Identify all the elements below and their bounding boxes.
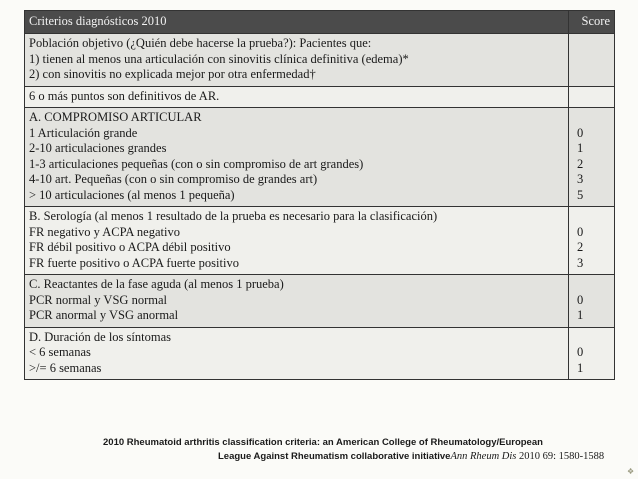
table-header-row (25, 11, 615, 34)
criteria-line: < 6 semanas (29, 345, 91, 359)
citation-text: League Against Rheumatism collaborative initiative (218, 451, 451, 462)
criteria-line: B. Serología (al menos 1 resultado de la prueba es necesario para la clasificación) (29, 209, 438, 223)
criteria-line: > 10 articulaciones (al menos 1 pequeña) (29, 187, 235, 202)
criteria-line: 2) con sinovitis no explicada mejor por otra enfermedad† (29, 67, 316, 81)
criteria-cell (25, 327, 569, 380)
criteria-line: PCR anormal y VSG anormal (29, 308, 179, 322)
score-value: 0 (577, 224, 584, 239)
score-value: 1 (577, 141, 584, 155)
score-value: 1 (577, 360, 584, 375)
criteria-line: >/= 6 semanas (29, 360, 102, 375)
score-cell (569, 275, 615, 328)
criteria-cell (25, 86, 569, 108)
criteria-cell (25, 207, 569, 275)
criteria-line: C. Reactantes de la fase aguda (al menos 1 prueba) (29, 277, 284, 291)
score-value: 3 (577, 255, 584, 270)
score-value: 0 (577, 345, 584, 359)
criteria-cell (25, 108, 569, 207)
table-row (25, 34, 615, 87)
criteria-table (24, 10, 615, 380)
criteria-line: 6 o más puntos son definitivos de AR. (29, 88, 220, 103)
table-row (25, 207, 615, 275)
table-row (25, 108, 615, 207)
criteria-line: 1) tienen al menos una articulación con sinovitis clínica definitiva (edema)* (29, 51, 409, 66)
score-cell (569, 108, 615, 207)
criteria-line: 2-10 articulaciones grandes (29, 141, 167, 155)
criteria-cell (25, 34, 569, 87)
score-value: 3 (577, 172, 584, 186)
score-cell (569, 207, 615, 275)
table-row (25, 275, 615, 328)
table-row (25, 86, 615, 108)
score-value: 2 (577, 156, 584, 171)
criteria-line: FR débil positivo o ACPA débil positivo (29, 240, 231, 254)
criteria-line: 1-3 articulaciones pequeñas (con o sin compromiso de art grandes) (29, 156, 364, 171)
score-cell (569, 34, 615, 87)
score-value: 0 (577, 292, 584, 307)
criteria-line: FR fuerte positivo o ACPA fuerte positivo (29, 255, 239, 270)
score-column-header: Score (569, 11, 615, 34)
table-row (25, 327, 615, 380)
criteria-line: 4-10 art. Pequeñas (con o sin compromiso de grandes art) (29, 172, 318, 186)
criteria-line: A. COMPROMISO ARTICULAR (29, 110, 202, 124)
criteria-table-container (24, 10, 614, 380)
score-value: 1 (577, 308, 584, 322)
citation-line-2 (218, 450, 604, 464)
score-value: 0 (577, 125, 584, 140)
score-cell (569, 86, 615, 108)
criteria-line: Población objetivo (¿Quién debe hacerse la prueba?): Pacientes que: (29, 36, 372, 50)
score-value: 5 (577, 187, 584, 202)
citation-reference: 2010 69: 1580-1588 (516, 451, 605, 462)
criteria-line: FR negativo y ACPA negativo (29, 224, 180, 239)
criteria-line: PCR normal y VSG normal (29, 292, 167, 307)
criteria-line: 1 Articulación grande (29, 125, 138, 140)
citation-line-1: 2010 Rheumatoid arthritis classification criteria: an American College of Rheumatology/European (103, 437, 543, 448)
citation-journal: Ann Rheum Dis (450, 451, 517, 462)
score-value: 2 (577, 240, 584, 254)
criteria-line: D. Duración de los síntomas (29, 329, 171, 344)
criteria-cell (25, 275, 569, 328)
criteria-column-header: Criterios diagnósticos 2010 (25, 11, 569, 34)
slide-corner-flourish-icon: ❖ (627, 467, 635, 476)
score-cell (569, 327, 615, 380)
